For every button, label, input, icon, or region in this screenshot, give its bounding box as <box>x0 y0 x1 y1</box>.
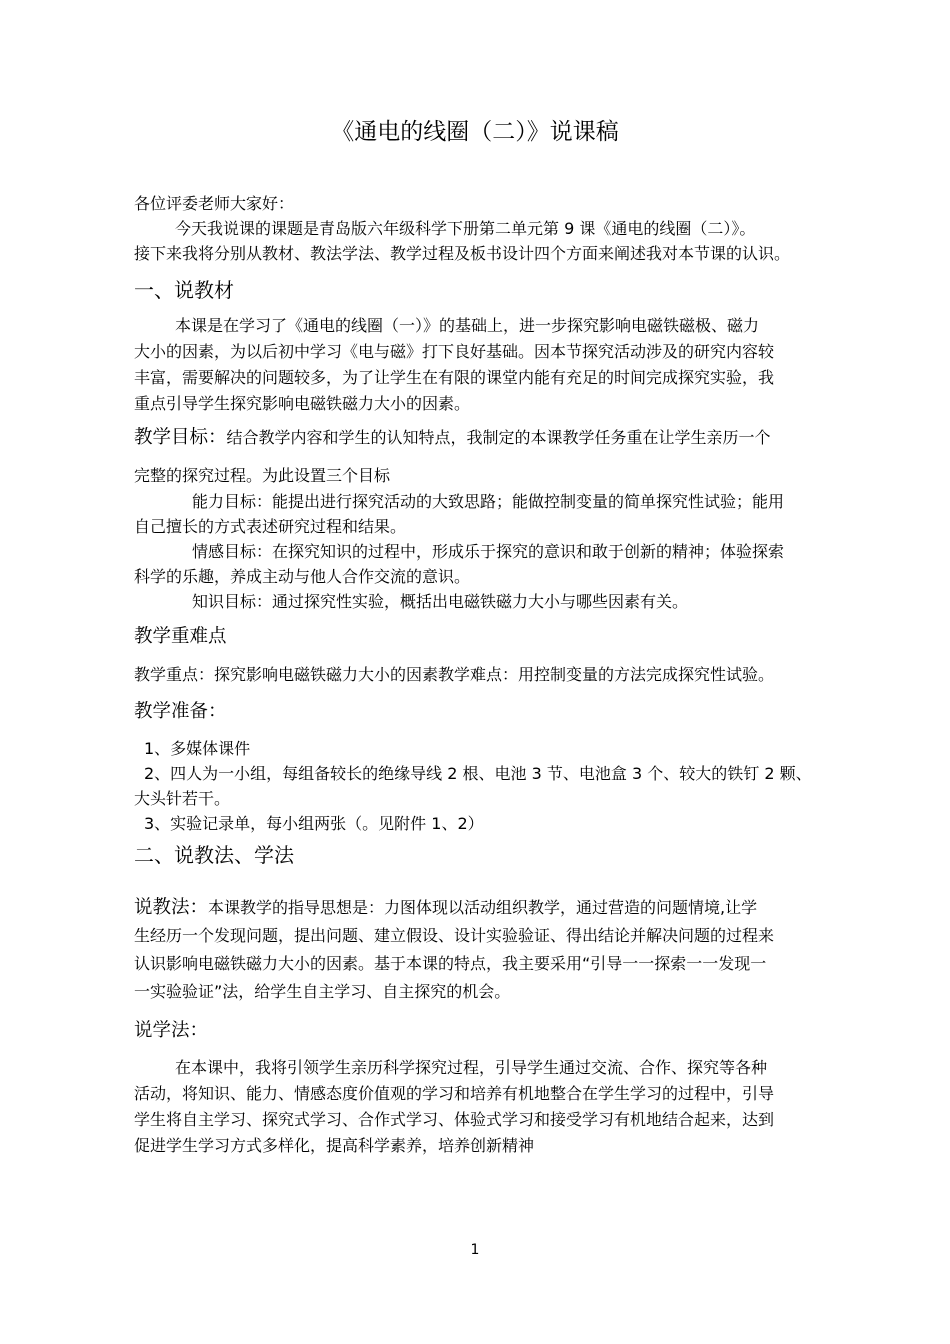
teaching-method-line: 一实验验证”法，给学生自主学习、自主探究的机会。 <box>134 982 511 1001</box>
preparation-item: 1、多媒体课件 <box>144 739 251 758</box>
textbook-para-line: 本课是在学习了《通电的线圈（一）》的基础上，进一步探究影响电磁铁磁极、磁力 <box>175 316 760 335</box>
teaching-goals-heading: 教学目标： <box>134 427 227 448</box>
preparation-item: 大头针若干。 <box>134 789 231 808</box>
textbook-para-line: 大小的因素，为以后初中学习《电与磁》打下良好基础。因本节探究活动涉及的研究内容较 <box>134 342 775 361</box>
ability-goal-line: 能力目标：能提出进行探究活动的大致思路；能做控制变量的简单探究性试验；能用 <box>192 492 785 511</box>
knowledge-goal: 知识目标：通过探究性实验，概括出电磁铁磁力大小与哪些因素有关。 <box>192 592 689 611</box>
learning-method-line: 活动，将知识、能力、情感态度价值观的学习和培养有机地整合在学生学习的过程中，引导 <box>134 1084 775 1103</box>
page-number: 1 <box>470 1242 480 1258</box>
keypoints-text: 教学重点：探究影响电磁铁磁力大小的因素教学难点：用控制变量的方法完成探究性试验。 <box>134 665 775 684</box>
teaching-goals-line <box>134 426 771 450</box>
preparation-item: 2、四人为一小组，每组备较长的绝缘导线 2 根、电池 3 节、电池盒 3 个、较大的铁钉 2 颗、 <box>144 764 812 783</box>
learning-method-line: 学生将自主学习、探究式学习、合作式学习、体验式学习和接受学习有机地结合起来，达到 <box>134 1110 775 1129</box>
learning-method-line: 在本课中，我将引领学生亲历科学探究过程，引导学生通过交流、合作、探究等各种 <box>175 1058 768 1077</box>
textbook-para-line: 重点引导学生探究影响电磁铁磁力大小的因素。 <box>134 394 471 413</box>
teaching-method-line: 认识影响电磁铁磁力大小的因素。基于本课的特点，我主要采用“引导一一探索一一发现一 <box>134 954 767 973</box>
learning-method-line: 促进学生学习方式多样化，提高科学素养，培养创新精神 <box>134 1136 535 1155</box>
greeting: 各位评委老师大家好： <box>134 194 295 213</box>
preparation-item: 3、实验记录单，每小组两张（。见附件 1、2） <box>144 814 484 833</box>
teaching-goals-text: 结合教学内容和学生的认知特点，我制定的本课教学任务重在让学生亲历一个 <box>226 428 771 447</box>
textbook-para-line: 丰富，需要解决的问题较多，为了让学生在有限的课堂内能有充足的时间完成探究实验，我 <box>134 368 775 387</box>
learning-method-heading: 说学法： <box>134 1020 209 1041</box>
document-title: 《通电的线圈（二）》说课稿 <box>331 119 619 145</box>
teaching-goals-line: 完整的探究过程。为此设置三个目标 <box>134 466 391 485</box>
emotion-goal-line: 科学的乐趣，养成主动与他人合作交流的意识。 <box>134 567 471 586</box>
ability-goal-line: 自己擅长的方式表述研究过程和结果。 <box>134 517 407 536</box>
preparation-heading: 教学准备： <box>134 701 227 722</box>
intro-line: 今天我说课的课题是青岛版六年级科学下册第二单元第 9 课《通电的线圈（二）》。 <box>175 219 756 238</box>
intro-line: 接下来我将分别从教材、教法学法、教学过程及板书设计四个方面来阐述我对本节课的认识。 <box>134 244 791 263</box>
section-heading-textbook: 一、说教材 <box>134 278 234 302</box>
section-heading-methods: 二、说教法、学法 <box>134 843 294 867</box>
teaching-method-line: 生经历一个发现问题，提出问题、建立假设、设计实验验证、得出结论并解决问题的过程来 <box>134 926 775 945</box>
emotion-goal-line: 情感目标：在探究知识的过程中，形成乐于探究的意识和敢于创新的精神；体验探索 <box>192 542 785 561</box>
keypoints-heading: 教学重难点 <box>134 626 227 647</box>
teaching-method-text: 本课教学的指导思想是：力图体现以活动组织教学，通过营造的问题情境,让学 <box>208 898 758 917</box>
teaching-method-heading: 说教法： <box>134 897 209 918</box>
teaching-method-line <box>134 896 757 920</box>
